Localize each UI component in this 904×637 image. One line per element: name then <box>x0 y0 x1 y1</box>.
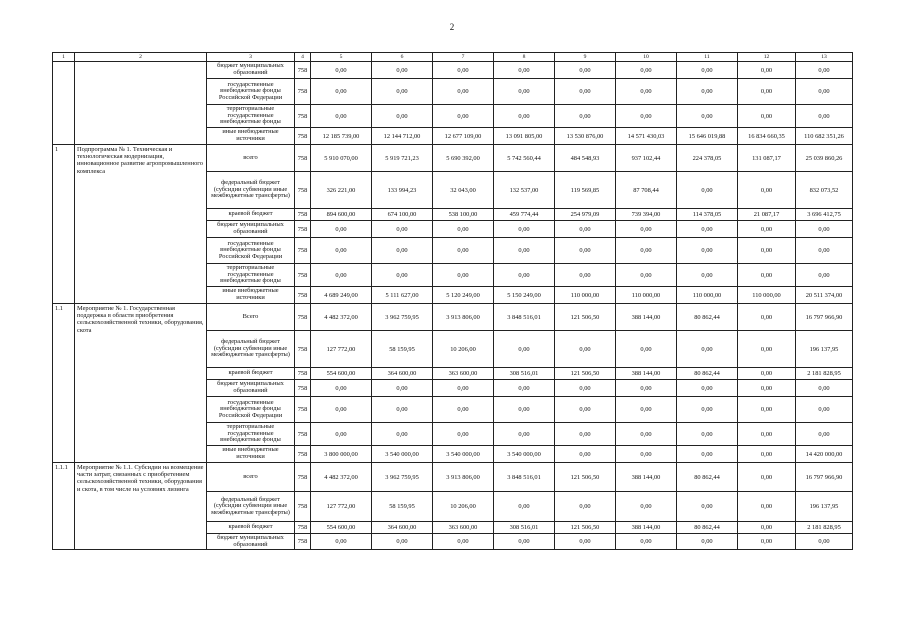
amount-cell: 0,00 <box>677 423 738 446</box>
amount-cell: 364 600,00 <box>372 368 433 380</box>
amount-cell: 0,00 <box>311 264 372 287</box>
amount-cell: 0,00 <box>494 492 555 522</box>
amount-cell: 388 144,00 <box>616 368 677 380</box>
amount-cell: 0,00 <box>738 62 796 79</box>
amount-cell: 0,00 <box>494 534 555 550</box>
amount-cell: 0,00 <box>311 62 372 79</box>
amount-cell: 326 221,00 <box>311 172 372 209</box>
amount-cell: 196 137,95 <box>796 492 853 522</box>
amount-cell: 0,00 <box>738 397 796 423</box>
amount-cell: 32 043,00 <box>433 172 494 209</box>
amount-cell: 0,00 <box>796 79 853 105</box>
column-number: 11 <box>677 53 738 62</box>
amount-cell: 674 100,00 <box>372 209 433 221</box>
amount-cell: 121 506,50 <box>555 304 616 331</box>
item-name: Подпрограмма № 1. Техническая и технологическая модернизация, инновационное развитие агропромышленного комплекса <box>75 145 207 304</box>
admin-code: 758 <box>295 331 311 368</box>
amount-cell: 0,00 <box>372 79 433 105</box>
amount-cell: 3 848 516,01 <box>494 463 555 492</box>
amount-cell: 110 000,00 <box>616 287 677 304</box>
amount-cell: 0,00 <box>677 492 738 522</box>
amount-cell: 0,00 <box>494 105 555 128</box>
admin-code: 758 <box>295 463 311 492</box>
funding-source: государственные внебюджетные фонды Российской Федерации <box>207 238 295 264</box>
funding-source: всего <box>207 145 295 172</box>
amount-cell: 3 800 000,00 <box>311 446 372 463</box>
amount-cell: 0,00 <box>738 172 796 209</box>
amount-cell: 3 540 000,00 <box>494 446 555 463</box>
amount-cell: 127 772,00 <box>311 331 372 368</box>
amount-cell: 13 091 805,00 <box>494 128 555 145</box>
funding-source: территориальные государственные внебюджетные фонды <box>207 423 295 446</box>
column-number: 7 <box>433 53 494 62</box>
amount-cell: 0,00 <box>494 397 555 423</box>
amount-cell: 4 482 372,00 <box>311 304 372 331</box>
amount-cell: 5 111 627,00 <box>372 287 433 304</box>
amount-cell: 0,00 <box>796 380 853 397</box>
admin-code: 758 <box>295 287 311 304</box>
amount-cell: 0,00 <box>677 264 738 287</box>
amount-cell: 224 378,05 <box>677 145 738 172</box>
amount-cell: 0,00 <box>372 534 433 550</box>
amount-cell: 0,00 <box>738 423 796 446</box>
amount-cell: 0,00 <box>372 221 433 238</box>
amount-cell: 308 516,01 <box>494 522 555 534</box>
amount-cell: 80 862,44 <box>677 522 738 534</box>
amount-cell: 0,00 <box>616 79 677 105</box>
amount-cell: 0,00 <box>311 534 372 550</box>
amount-cell: 364 600,00 <box>372 522 433 534</box>
amount-cell: 0,00 <box>677 534 738 550</box>
page-number: 2 <box>449 22 455 32</box>
amount-cell: 0,00 <box>555 380 616 397</box>
amount-cell: 25 039 860,26 <box>796 145 853 172</box>
amount-cell: 5 919 721,23 <box>372 145 433 172</box>
amount-cell: 0,00 <box>796 264 853 287</box>
admin-code: 758 <box>295 145 311 172</box>
admin-code: 758 <box>295 172 311 209</box>
admin-code: 758 <box>295 209 311 221</box>
amount-cell: 0,00 <box>616 105 677 128</box>
amount-cell: 0,00 <box>738 331 796 368</box>
table-row <box>53 304 853 331</box>
amount-cell: 0,00 <box>372 105 433 128</box>
amount-cell: 119 569,85 <box>555 172 616 209</box>
amount-cell: 3 540 000,00 <box>372 446 433 463</box>
amount-cell: 5 742 560,44 <box>494 145 555 172</box>
amount-cell: 0,00 <box>494 264 555 287</box>
amount-cell: 0,00 <box>677 238 738 264</box>
amount-cell: 12 185 739,00 <box>311 128 372 145</box>
table-row <box>53 62 853 79</box>
column-number-row <box>53 53 853 62</box>
funding-source: иные внебюджетные источники <box>207 128 295 145</box>
amount-cell: 0,00 <box>738 492 796 522</box>
amount-cell: 0,00 <box>677 172 738 209</box>
amount-cell: 0,00 <box>796 105 853 128</box>
amount-cell: 0,00 <box>677 397 738 423</box>
funding-source: федеральный бюджет (субсидии субвенции иные межбюджетные трансферты) <box>207 492 295 522</box>
amount-cell: 3 913 806,00 <box>433 304 494 331</box>
column-number: 2 <box>75 53 207 62</box>
column-number: 1 <box>53 53 75 62</box>
amount-cell: 0,00 <box>372 62 433 79</box>
amount-cell: 16 797 966,90 <box>796 463 853 492</box>
amount-cell: 110 000,00 <box>555 287 616 304</box>
amount-cell: 0,00 <box>555 62 616 79</box>
amount-cell: 0,00 <box>616 397 677 423</box>
amount-cell: 0,00 <box>311 238 372 264</box>
amount-cell: 3 848 516,01 <box>494 304 555 331</box>
amount-cell: 0,00 <box>433 264 494 287</box>
amount-cell: 894 600,00 <box>311 209 372 221</box>
amount-cell: 121 506,50 <box>555 522 616 534</box>
amount-cell: 5 120 249,00 <box>433 287 494 304</box>
admin-code: 758 <box>295 62 311 79</box>
amount-cell: 363 600,00 <box>433 522 494 534</box>
funding-source: федеральный бюджет (субсидии субвенции иные межбюджетные трансферты) <box>207 172 295 209</box>
amount-cell: 0,00 <box>555 397 616 423</box>
amount-cell: 0,00 <box>616 446 677 463</box>
admin-code: 758 <box>295 238 311 264</box>
amount-cell: 127 772,00 <box>311 492 372 522</box>
amount-cell: 0,00 <box>677 79 738 105</box>
funding-source: всего <box>207 463 295 492</box>
amount-cell: 2 181 828,95 <box>796 368 853 380</box>
admin-code: 758 <box>295 397 311 423</box>
amount-cell: 87 708,44 <box>616 172 677 209</box>
column-number: 12 <box>738 53 796 62</box>
amount-cell: 0,00 <box>677 105 738 128</box>
amount-cell: 0,00 <box>738 380 796 397</box>
amount-cell: 0,00 <box>494 423 555 446</box>
item-name: Мероприятие № 1. Государственная поддержка в области приобретения сельскохозяйственной техники, оборудования, скота <box>75 304 207 463</box>
amount-cell: 0,00 <box>311 221 372 238</box>
funding-source: иные внебюджетные источники <box>207 446 295 463</box>
amount-cell: 0,00 <box>677 221 738 238</box>
amount-cell: 3 540 000,00 <box>433 446 494 463</box>
amount-cell: 0,00 <box>311 79 372 105</box>
amount-cell: 3 962 759,95 <box>372 463 433 492</box>
amount-cell: 14 420 000,00 <box>796 446 853 463</box>
amount-cell: 3 696 412,75 <box>796 209 853 221</box>
amount-cell: 0,00 <box>433 105 494 128</box>
amount-cell: 4 482 372,00 <box>311 463 372 492</box>
amount-cell: 388 144,00 <box>616 463 677 492</box>
item-number <box>53 62 75 145</box>
amount-cell: 538 100,00 <box>433 209 494 221</box>
amount-cell: 132 537,00 <box>494 172 555 209</box>
amount-cell: 0,00 <box>555 221 616 238</box>
amount-cell: 2 181 828,95 <box>796 522 853 534</box>
admin-code: 758 <box>295 380 311 397</box>
amount-cell: 0,00 <box>738 264 796 287</box>
admin-code: 758 <box>295 534 311 550</box>
amount-cell: 0,00 <box>738 534 796 550</box>
item-name <box>75 62 207 145</box>
funding-source: краевой бюджет <box>207 522 295 534</box>
amount-cell: 0,00 <box>311 423 372 446</box>
amount-cell: 0,00 <box>433 62 494 79</box>
amount-cell: 0,00 <box>494 62 555 79</box>
amount-cell: 0,00 <box>433 79 494 105</box>
funding-source: Всего <box>207 304 295 331</box>
budget-table <box>52 52 853 550</box>
amount-cell: 0,00 <box>796 221 853 238</box>
amount-cell: 0,00 <box>616 238 677 264</box>
admin-code: 758 <box>295 105 311 128</box>
amount-cell: 0,00 <box>555 105 616 128</box>
amount-cell: 110 000,00 <box>677 287 738 304</box>
amount-cell: 0,00 <box>555 264 616 287</box>
amount-cell: 121 506,50 <box>555 368 616 380</box>
amount-cell: 388 144,00 <box>616 522 677 534</box>
admin-code: 758 <box>295 423 311 446</box>
amount-cell: 10 206,00 <box>433 492 494 522</box>
funding-source: федеральный бюджет (субсидии субвенции иные межбюджетные трансферты) <box>207 331 295 368</box>
amount-cell: 0,00 <box>738 105 796 128</box>
column-number: 6 <box>372 53 433 62</box>
amount-cell: 16 834 660,35 <box>738 128 796 145</box>
amount-cell: 4 689 249,00 <box>311 287 372 304</box>
amount-cell: 5 690 392,00 <box>433 145 494 172</box>
amount-cell: 937 102,44 <box>616 145 677 172</box>
admin-code: 758 <box>295 446 311 463</box>
amount-cell: 0,00 <box>494 238 555 264</box>
amount-cell: 0,00 <box>796 62 853 79</box>
amount-cell: 554 600,00 <box>311 522 372 534</box>
amount-cell: 0,00 <box>433 423 494 446</box>
amount-cell: 0,00 <box>796 423 853 446</box>
amount-cell: 3 962 759,95 <box>372 304 433 331</box>
amount-cell: 0,00 <box>433 238 494 264</box>
funding-source: иные внебюджетные источники <box>207 287 295 304</box>
amount-cell: 0,00 <box>677 62 738 79</box>
amount-cell: 484 548,93 <box>555 145 616 172</box>
admin-code: 758 <box>295 522 311 534</box>
funding-source: бюджет муниципальных образований <box>207 62 295 79</box>
amount-cell: 0,00 <box>738 522 796 534</box>
amount-cell: 80 862,44 <box>677 304 738 331</box>
amount-cell: 0,00 <box>738 463 796 492</box>
amount-cell: 13 530 876,00 <box>555 128 616 145</box>
column-number: 10 <box>616 53 677 62</box>
admin-code: 758 <box>295 368 311 380</box>
amount-cell: 0,00 <box>616 221 677 238</box>
amount-cell: 0,00 <box>677 446 738 463</box>
admin-code: 758 <box>295 221 311 238</box>
funding-source: государственные внебюджетные фонды Российской Федерации <box>207 397 295 423</box>
amount-cell: 254 979,09 <box>555 209 616 221</box>
amount-cell: 14 571 430,03 <box>616 128 677 145</box>
amount-cell: 80 862,44 <box>677 368 738 380</box>
amount-cell: 0,00 <box>372 264 433 287</box>
table-body <box>53 53 853 550</box>
amount-cell: 58 159,95 <box>372 492 433 522</box>
amount-cell: 110 000,00 <box>738 287 796 304</box>
amount-cell: 0,00 <box>677 380 738 397</box>
amount-cell: 0,00 <box>555 238 616 264</box>
amount-cell: 0,00 <box>494 79 555 105</box>
amount-cell: 21 087,17 <box>738 209 796 221</box>
amount-cell: 388 144,00 <box>616 304 677 331</box>
amount-cell: 0,00 <box>796 534 853 550</box>
amount-cell: 20 511 374,00 <box>796 287 853 304</box>
item-name: Мероприятие № 1.1. Субсидии на возмещение части затрат, связанных с приобретением сельскохозяйственной техники, оборудования и скота, в том числе на условиях лизинга <box>75 463 207 550</box>
amount-cell: 0,00 <box>372 238 433 264</box>
column-number: 8 <box>494 53 555 62</box>
table-row <box>53 463 853 492</box>
amount-cell: 363 600,00 <box>433 368 494 380</box>
admin-code: 758 <box>295 79 311 105</box>
funding-source: территориальные государственные внебюджетные фонды <box>207 264 295 287</box>
amount-cell: 0,00 <box>372 423 433 446</box>
amount-cell: 121 506,50 <box>555 463 616 492</box>
admin-code: 758 <box>295 128 311 145</box>
amount-cell: 0,00 <box>555 331 616 368</box>
amount-cell: 15 646 019,88 <box>677 128 738 145</box>
amount-cell: 0,00 <box>738 368 796 380</box>
amount-cell: 0,00 <box>616 264 677 287</box>
amount-cell: 0,00 <box>616 492 677 522</box>
item-number: 1.1 <box>53 304 75 463</box>
admin-code: 758 <box>295 492 311 522</box>
amount-cell: 0,00 <box>738 79 796 105</box>
amount-cell: 0,00 <box>311 380 372 397</box>
table-row <box>53 145 853 172</box>
amount-cell: 0,00 <box>433 380 494 397</box>
funding-source: бюджет муниципальных образований <box>207 221 295 238</box>
amount-cell: 133 994,23 <box>372 172 433 209</box>
amount-cell: 196 137,95 <box>796 331 853 368</box>
amount-cell: 0,00 <box>433 221 494 238</box>
item-number: 1.1.1 <box>53 463 75 550</box>
amount-cell: 0,00 <box>555 446 616 463</box>
funding-source: краевой бюджет <box>207 368 295 380</box>
amount-cell: 0,00 <box>616 534 677 550</box>
funding-source: государственные внебюджетные фонды Российской Федерации <box>207 79 295 105</box>
funding-source: бюджет муниципальных образований <box>207 534 295 550</box>
amount-cell: 0,00 <box>738 446 796 463</box>
amount-cell: 131 087,17 <box>738 145 796 172</box>
amount-cell: 5 910 070,00 <box>311 145 372 172</box>
amount-cell: 16 797 966,90 <box>796 304 853 331</box>
amount-cell: 0,00 <box>616 380 677 397</box>
column-number: 5 <box>311 53 372 62</box>
amount-cell: 0,00 <box>616 331 677 368</box>
admin-code: 758 <box>295 264 311 287</box>
amount-cell: 0,00 <box>372 380 433 397</box>
column-number: 9 <box>555 53 616 62</box>
amount-cell: 554 600,00 <box>311 368 372 380</box>
amount-cell: 0,00 <box>738 221 796 238</box>
amount-cell: 0,00 <box>555 423 616 446</box>
amount-cell: 10 206,00 <box>433 331 494 368</box>
amount-cell: 0,00 <box>494 221 555 238</box>
column-number: 3 <box>207 53 295 62</box>
amount-cell: 0,00 <box>433 534 494 550</box>
amount-cell: 0,00 <box>311 397 372 423</box>
amount-cell: 0,00 <box>555 79 616 105</box>
amount-cell: 0,00 <box>372 397 433 423</box>
amount-cell: 0,00 <box>616 423 677 446</box>
amount-cell: 80 862,44 <box>677 463 738 492</box>
admin-code: 758 <box>295 304 311 331</box>
amount-cell: 459 774,44 <box>494 209 555 221</box>
funding-source: краевой бюджет <box>207 209 295 221</box>
amount-cell: 308 516,01 <box>494 368 555 380</box>
amount-cell: 58 159,95 <box>372 331 433 368</box>
column-number: 4 <box>295 53 311 62</box>
amount-cell: 12 144 712,00 <box>372 128 433 145</box>
amount-cell: 5 150 249,00 <box>494 287 555 304</box>
amount-cell: 739 394,00 <box>616 209 677 221</box>
amount-cell: 0,00 <box>555 534 616 550</box>
funding-source: бюджет муниципальных образований <box>207 380 295 397</box>
funding-source: территориальные государственные внебюджетные фонды <box>207 105 295 128</box>
amount-cell: 0,00 <box>796 397 853 423</box>
amount-cell: 114 378,05 <box>677 209 738 221</box>
amount-cell: 0,00 <box>494 380 555 397</box>
amount-cell: 0,00 <box>677 331 738 368</box>
amount-cell: 0,00 <box>616 62 677 79</box>
amount-cell: 0,00 <box>738 304 796 331</box>
amount-cell: 832 073,52 <box>796 172 853 209</box>
amount-cell: 0,00 <box>738 238 796 264</box>
amount-cell: 0,00 <box>311 105 372 128</box>
amount-cell: 0,00 <box>494 331 555 368</box>
item-number: 1 <box>53 145 75 304</box>
amount-cell: 110 682 351,26 <box>796 128 853 145</box>
amount-cell: 0,00 <box>796 238 853 264</box>
column-number: 13 <box>796 53 853 62</box>
amount-cell: 3 913 806,00 <box>433 463 494 492</box>
amount-cell: 0,00 <box>555 492 616 522</box>
amount-cell: 0,00 <box>433 397 494 423</box>
amount-cell: 12 677 109,00 <box>433 128 494 145</box>
